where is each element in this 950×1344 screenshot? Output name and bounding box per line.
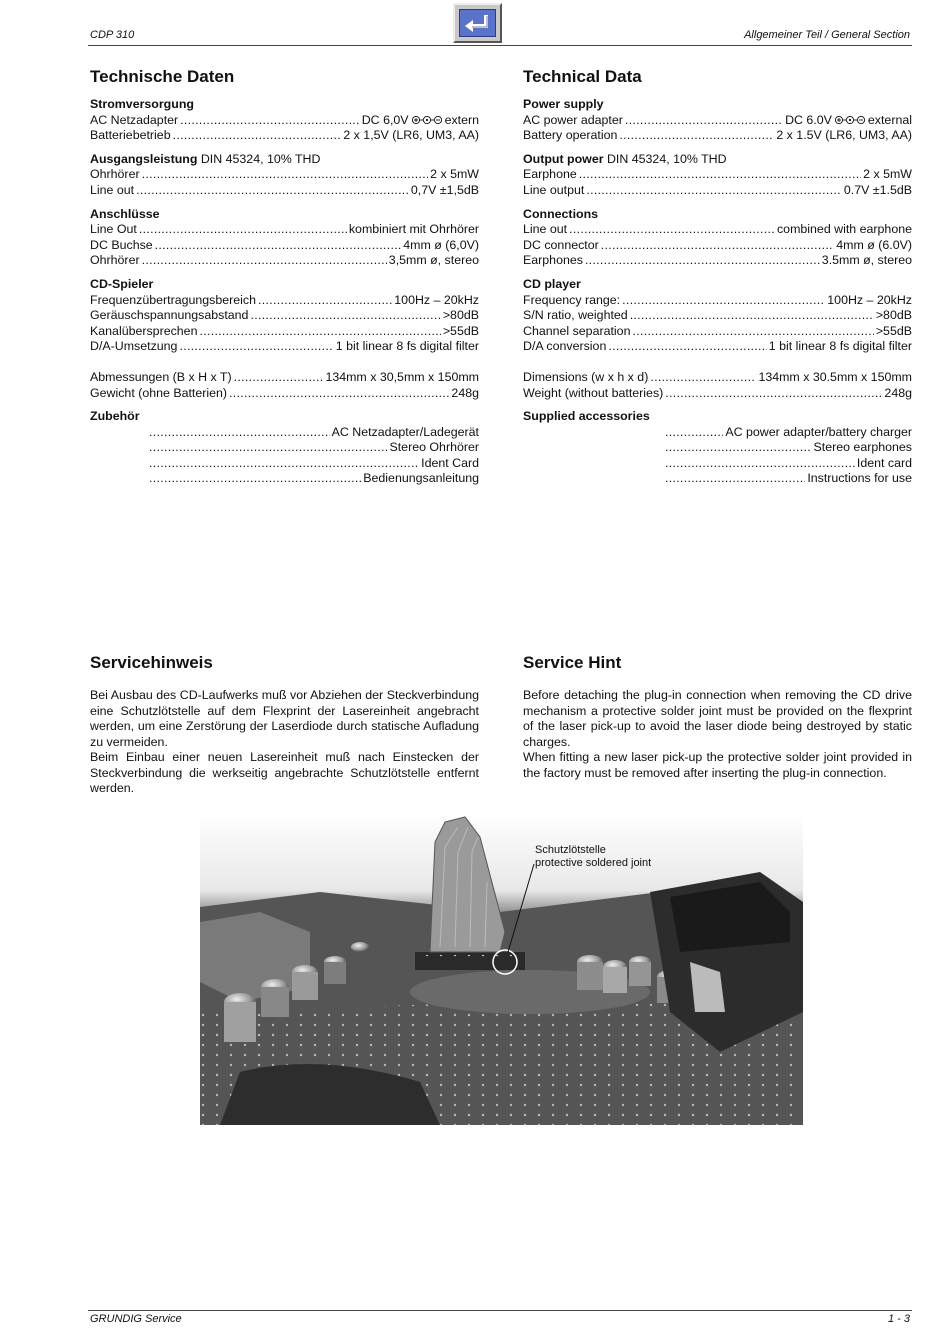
connections-heading: Connections: [523, 206, 599, 221]
spec-value: 2 x 1,5V (LR6, UM3, AA): [343, 128, 479, 143]
spec-value: DC 6,0V extern: [361, 112, 479, 127]
service-title-en: Service Hint: [523, 653, 622, 672]
accessories-list: [90, 425, 479, 487]
spec-row: DC connector ..... 4mm ø (6.0V): [523, 238, 912, 254]
list-item: ..... Stereo earphones: [663, 440, 912, 456]
list-item: ..... Bedienungsanleitung: [147, 471, 479, 487]
solder-joint-callout: [535, 844, 651, 870]
technical-data-column: [523, 66, 912, 487]
spec-row: Channel separation ..... >55dB: [523, 324, 912, 340]
spec-row: Kanalübersprechen ..... >55dB: [90, 324, 479, 340]
spec-row: Earphones ..... 3.5mm ø, stereo: [523, 253, 912, 269]
accessories-heading: Supplied accessories: [523, 409, 650, 424]
spec-row: D/A-Umsetzung ..... 1 bit linear 8 fs digital filter: [90, 339, 479, 355]
header-model: CDP 310: [90, 29, 135, 41]
page-title-en: Technical Data: [523, 67, 642, 86]
list-item: ..... AC power adapter/battery charger: [663, 425, 912, 441]
callout-label-de: Schutzlötstelle: [535, 844, 606, 856]
power-heading: Power supply: [523, 97, 604, 111]
technische-daten-column: [90, 66, 479, 487]
circuit-board-photo: [200, 812, 803, 1125]
list-item: ..... Stereo Ohrhörer: [147, 440, 479, 456]
spec-row: DC Buchse ..... 4mm ø (6,0V): [90, 238, 479, 254]
accessories-list: [523, 425, 912, 487]
spec-row: Geräuschspannungsabstand ..... >80dB: [90, 308, 479, 324]
power-heading: Stromversorgung: [90, 97, 194, 111]
service-paragraph: Bei Ausbau des CD-Laufwerks muß vor Abziehen der Steckverbindung eine Schutzlötstelle auf dem Flexprint der Lasereinheit angebracht werden, um eine Zerstörung der Laserdiode durch statische Aufladung zu vermeiden.: [90, 688, 479, 749]
spec-label: AC Netzadapter: [90, 112, 179, 127]
service-title-de: Servicehinweis: [90, 653, 213, 672]
list-item: ..... Instructions for use: [663, 471, 912, 487]
spec-row: Ohrhörer ..... 3,5mm ø, stereo: [90, 253, 479, 269]
back-arrow-icon: [459, 9, 496, 37]
list-item: ..... Ident card: [663, 456, 912, 472]
list-item: ..... AC Netzadapter/Ladegerät: [147, 425, 479, 441]
dc-polarity-icon: [835, 115, 865, 125]
cd-heading: CD player: [523, 276, 581, 291]
accessories-heading: Zubehör: [90, 409, 140, 424]
service-hint-section: [523, 652, 912, 781]
spec-row: S/N ratio, weighted ..... >80dB: [523, 308, 912, 324]
service-paragraph: When fitting a new laser pick-up the protective solder joint provided in the factory must be removed after inserting the plug-in connection.: [523, 750, 912, 780]
output-heading: Ausgangsleistung DIN 45324, 10% THD: [90, 151, 321, 166]
spec-row: Frequency range: ..... 100Hz – 20kHz: [523, 293, 912, 309]
spec-row: Frequenzübertragungsbereich ..... 100Hz – 20kHz: [90, 293, 479, 309]
spec-row: Dimensions (w x h x d) ..... 134mm x 30.5mm x 150mm: [523, 370, 912, 386]
spec-row: Line Out ..... kombiniert mit Ohrhörer: [90, 222, 479, 238]
cd-heading: CD-Spieler: [90, 276, 154, 291]
page-number: 1 - 3: [887, 1313, 910, 1325]
spec-label: Batteriebetrieb: [90, 128, 171, 143]
connections-heading: Anschlüsse: [90, 206, 160, 221]
spec-row: Line out ..... 0,7V ±1,5dB: [90, 183, 479, 199]
service-paragraph: Beim Einbau einer neuen Lasereinheit muß nach Einstecken der Steckverbindung die werkseitig angebrachte Schutzlötstelle entfernt werden.: [90, 750, 479, 795]
spec-row: Line output ..... 0.7V ±1.5dB: [523, 183, 912, 199]
footer-divider: [88, 1310, 912, 1311]
spec-row: Line out ..... combined with earphone: [523, 222, 912, 238]
leader-dots: [173, 128, 342, 144]
page-title-de: Technische Daten: [90, 67, 235, 86]
spec-row: [90, 128, 479, 144]
spec-row: Weight (without batteries) ..... 248g: [523, 386, 912, 402]
spec-row: Gewicht (ohne Batterien) ..... 248g: [90, 386, 479, 402]
header-section: Allgemeiner Teil / General Section: [744, 29, 910, 41]
header-divider: [88, 45, 912, 46]
output-heading: Output power DIN 45324, 10% THD: [523, 151, 727, 166]
footer-brand: GRUNDIG Service: [90, 1313, 182, 1325]
service-paragraph: Before detaching the plug-in connection when removing the CD drive mechanism a protective solder joint must be provided on the flexprint of the laser pick-up to avoid the laser diode being destroyed by static charges.: [523, 688, 912, 749]
leader-dots: [180, 113, 360, 129]
dc-polarity-icon: [412, 115, 442, 125]
spec-row: [90, 113, 479, 129]
spec-row: AC power adapter ..... DC 6.0V external: [523, 113, 912, 129]
back-button[interactable]: [453, 3, 502, 43]
list-item: ..... Ident Card: [147, 456, 479, 472]
spec-row: Abmessungen (B x H x T) ..... 134mm x 30,5mm x 150mm: [90, 370, 479, 386]
callout-label-en: protective soldered joint: [535, 857, 652, 869]
spec-row: Battery operation ..... 2 x 1.5V (LR6, UM3, AA): [523, 128, 912, 144]
spec-row: D/A conversion ..... 1 bit linear 8 fs digital filter: [523, 339, 912, 355]
spec-row: Earphone ..... 2 x 5mW: [523, 167, 912, 183]
spec-row: Ohrhörer ..... 2 x 5mW: [90, 167, 479, 183]
servicehinweis-section: [90, 652, 479, 797]
